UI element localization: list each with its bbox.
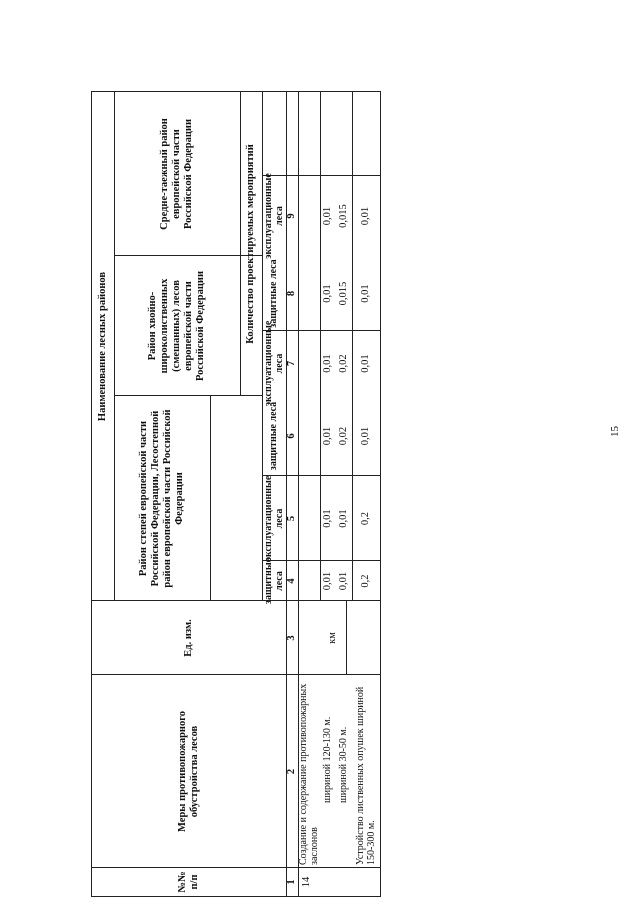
col-unit-header: Ед. изм. [182, 619, 194, 657]
value-cell: 0,01 [337, 509, 349, 528]
row-title: Устройство лиственных опушек шириной 150-300 м. [354, 686, 377, 865]
value-cell: 0,02 [337, 354, 349, 373]
value-cell: 0,015 [337, 204, 349, 228]
operational-forests-header-3: эксплуатационные леса [262, 173, 285, 259]
operational-forests-header-1: эксплуатационные леса [262, 475, 285, 562]
operational-forests-header-2: эксплуатационные леса [262, 320, 285, 407]
page-number: 15 [609, 426, 621, 437]
col-num-header: №№ п/п [176, 871, 200, 893]
col-number: 6 [285, 433, 297, 439]
col-number: 9 [285, 213, 297, 219]
zone-middle-taiga-header: Средне-таежный район европейской части Российской Федерации [158, 118, 195, 230]
value-cell: 0,01 [359, 284, 371, 303]
col-number: 7 [285, 360, 297, 367]
col-number: 8 [285, 290, 297, 297]
sub-row-label: шириной 120-130 м. [322, 716, 334, 803]
value-cell: 0,01 [321, 509, 333, 528]
protective-forests-header-1: защитные леса [262, 557, 285, 605]
col-number: 1 [285, 879, 297, 885]
value-cell: 0,01 [359, 426, 371, 446]
value-cell: 0,01 [321, 426, 333, 446]
row-title: Создание и содержание противопожарных заслонов [297, 683, 320, 865]
protective-forests-header-2: защитные леса [268, 401, 280, 471]
value-cell: 0,015 [337, 281, 349, 306]
value-cell: 0,01 [359, 354, 371, 373]
value-cell: 0,01 [359, 206, 371, 226]
col-measures-header: Меры противопожарного обустройства лесов [176, 711, 200, 832]
value-cell: 0,01 [321, 206, 333, 226]
forest-fire-measures-table [91, 91, 381, 897]
col-number: 5 [285, 515, 297, 522]
zones-title: Наименование лесных районов [96, 271, 108, 422]
value-cell: 0,01 [321, 571, 333, 591]
value-cell: 0,2 [359, 511, 371, 526]
value-cell: 0,02 [337, 426, 349, 446]
unit-value: км [326, 632, 338, 644]
col-number: 4 [285, 578, 297, 584]
quantity-header: Количество проектируемых мероприятий [244, 144, 256, 344]
value-cell: 0,01 [337, 571, 349, 591]
row-number: 14 [300, 876, 312, 888]
value-cell: 0,01 [321, 354, 333, 373]
zone-mixed-forest-header: Район хвойно-широколиственных (смешанных) лесов европейской части Российской Федерации [146, 270, 207, 382]
col-number: 3 [285, 635, 297, 641]
col-number: 2 [285, 768, 297, 775]
zone-steppe-header: Район степей европейской части Российской Федерации, Лесостепной район европейской части Российской Федерации [137, 409, 186, 588]
protective-forests-header-3: защитные леса [268, 259, 280, 328]
value-cell: 0,2 [359, 574, 371, 588]
value-cell: 0,01 [321, 284, 333, 303]
sub-row-label: шириной 30-50 м. [338, 726, 350, 803]
